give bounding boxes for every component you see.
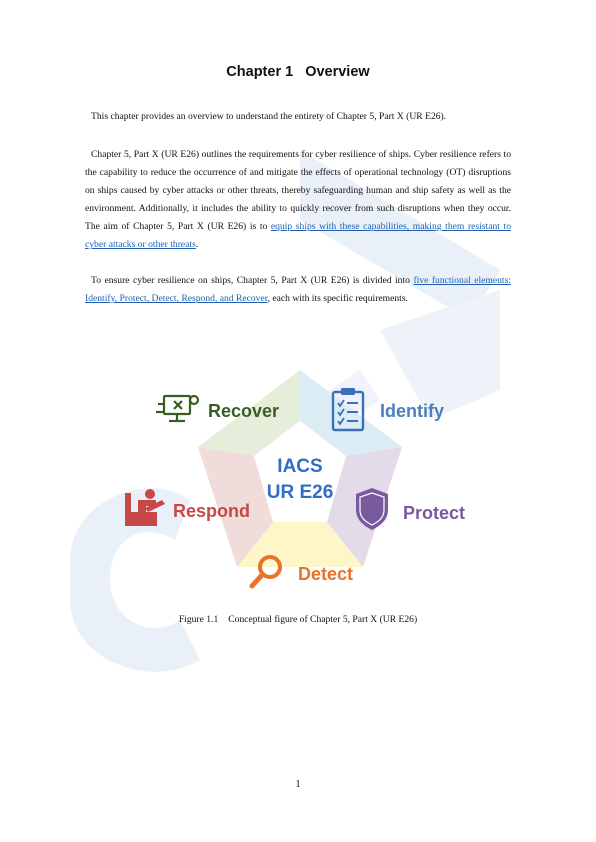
figure-caption [0,614,596,625]
caption-label: Figure 1.1 [178,614,219,625]
chapter-title: Overview [305,64,370,80]
elements-end: , each with its specific requirements. [267,293,408,304]
respond-label: Respond [173,501,251,521]
respond-icon [125,489,165,526]
recover-icon [156,396,198,421]
caption-text: Conceptual figure of Chapter 5, Part X (UR E26) [228,614,418,625]
functional-elements-link[interactable]: five functional elements: Identify, Protect, Detect, Respond, and Recover [85,275,511,304]
identify-label: Identify [380,401,445,421]
detect-label: Detect [298,564,354,584]
chapter-label: Chapter 1 [226,64,294,80]
aim-link[interactable]: equip ships with these capabilities, making them resistant to cyber attacks or other threats [85,221,511,250]
definition-text: Chapter 5, Part X (UR E26) outlines the requirements for cyber resilience of ships. Cyber resilience refers to the capability to reduce the occurrence of and mitigate the effects of operational technology (OT) disruptions on ships caused by cyber attacks or other threats, thereby safeguarding human and ship safety as well as the environment. Additionally, it includes the ability to quickly recover from such disruptions when they occur. The aim of Chapter 5, Part X (UR E26) is to [85,149,511,232]
elements-text: To ensure cyber resilience on ships, Chapter 5, Part X (UR E26) is divided into [91,275,414,286]
page-number: 1 [295,779,301,790]
recover-label: Recover [208,401,280,421]
intro-paragraph: This chapter provides an overview to understand the entirety of Chapter 5, Part X (UR E26). [91,111,447,122]
definition-end: . [195,239,199,250]
center-iacs: IACS [277,456,323,477]
center-ur-e26: UR E26 [266,482,334,503]
protect-label: Protect [403,503,466,523]
